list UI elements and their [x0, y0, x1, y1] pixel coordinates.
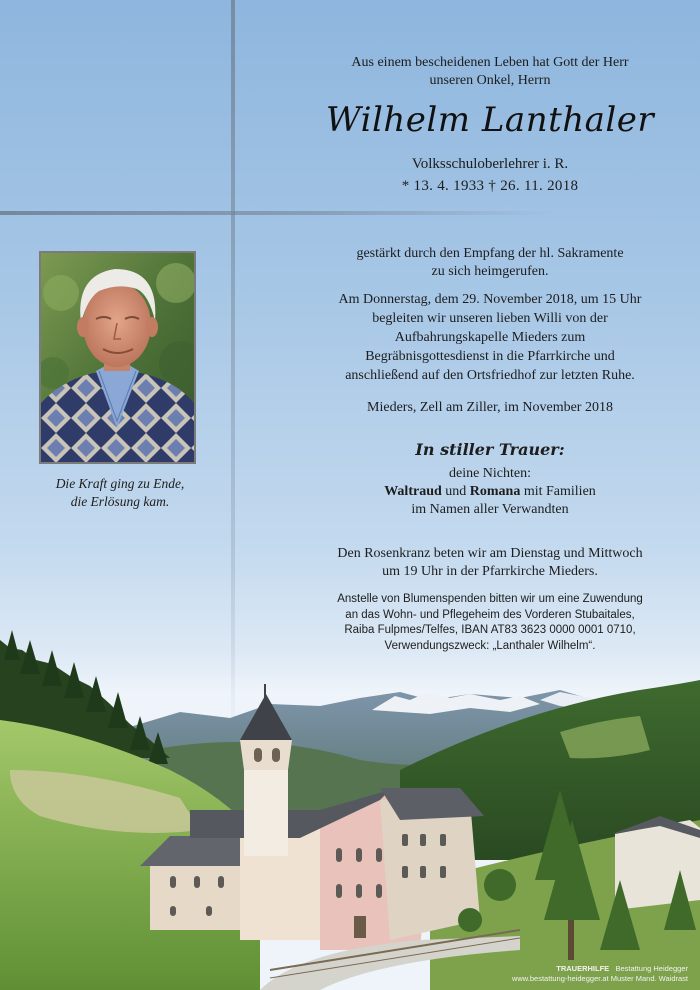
church-landscape-image	[0, 620, 700, 990]
credits-line-1	[512, 964, 688, 974]
intro-line-2: unseren Onkel, Herrn	[429, 73, 551, 88]
rosary-line-1: Den Rosenkranz beten wir am Dienstag und Mittwoch	[337, 546, 643, 561]
funeral-home-name: Bestattung Heidegger	[615, 964, 688, 973]
funeral-line: Am Donnerstag, dem 29. November 2018, um 15 Uhr	[338, 292, 642, 307]
mourner-conjunction: und	[445, 484, 467, 499]
quote-line-2: die Erlösung kam.	[70, 494, 170, 509]
donation-line: Verwendungszweck: „Lanthaler Wilhelm“.	[384, 639, 596, 652]
portrait-photo	[39, 251, 196, 464]
funeral-text	[300, 290, 680, 385]
mourners-list	[300, 465, 680, 519]
funeral-line: anschließend auf den Ortsfriedhof zur letzten Ruhe.	[345, 368, 635, 383]
memorial-quote	[20, 475, 220, 511]
life-dates: * 13. 4. 1933 † 26. 11. 2018	[401, 178, 579, 194]
mourner-name: Waltraud	[384, 484, 442, 499]
donation-line: an das Wohn- und Pflegeheim des Vorderen Stubaitales,	[345, 608, 635, 621]
rosary-text	[300, 545, 680, 581]
sacrament-line-2: zu sich heimgerufen.	[431, 264, 549, 279]
mourners-line-3: im Namen aller Verwandten	[411, 502, 569, 517]
rosary-line-2: um 19 Uhr in der Pfarrkirche Mieders.	[382, 564, 598, 579]
intro-text	[300, 54, 680, 90]
intro-line-1: Aus einem bescheidenen Leben hat Gott der Herr	[351, 55, 629, 70]
mourning-title: In stiller Trauer:	[415, 440, 565, 459]
donation-line: Raiba Fulpmes/Telfes, IBAN AT83 3623 0000 0001 0710,	[344, 624, 636, 636]
portrait-image	[41, 253, 194, 462]
mourners-line-1: deine Nichten:	[448, 466, 532, 481]
deceased-name: Wilhelm Lanthaler	[325, 100, 655, 140]
funeral-line: begleiten wir unseren lieben Willi von der	[372, 311, 608, 326]
mourner-families: mit Familien	[523, 484, 596, 499]
funeral-home-website: www.bestattung-heidegger.at Muster Mand. Waidrast	[511, 974, 688, 983]
donation-line: Anstelle von Blumenspenden bitten wir um eine Zuwendung	[337, 593, 643, 605]
mourners-line-2	[300, 483, 680, 501]
trauerhilfe-logo-text: TRAUERHILFE	[556, 964, 610, 973]
mourner-name: Romana	[469, 484, 521, 499]
funeral-line: Begräbnisgottesdienst in die Pfarrkirche und	[365, 349, 615, 364]
sacrament-text	[300, 245, 680, 281]
place-date: Mieders, Zell am Ziller, im November 2018	[367, 400, 613, 415]
sacrament-line-1: gestärkt durch den Empfang der hl. Sakramente	[356, 246, 624, 261]
profession: Volksschuloberlehrer i. R.	[411, 156, 569, 172]
funeral-line: Aufbahrungskapelle Mieders zum	[394, 330, 586, 345]
cross-horizontal-beam	[0, 211, 700, 215]
funeral-home-credits	[512, 964, 688, 984]
quote-line-1: Die Kraft ging zu Ende,	[55, 476, 185, 491]
